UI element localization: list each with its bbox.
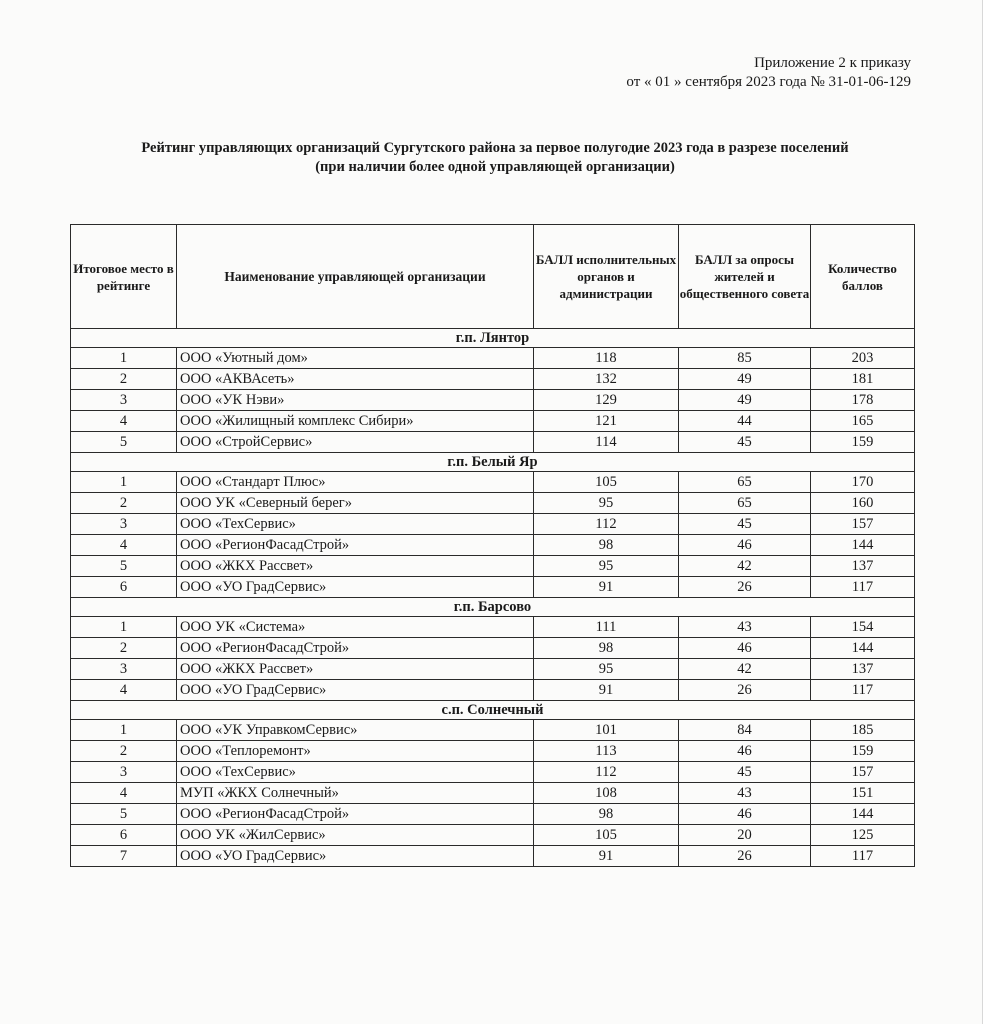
- cell-score-admin: 118: [534, 348, 679, 369]
- cell-total: 117: [811, 577, 915, 598]
- cell-score-survey: 49: [679, 369, 811, 390]
- cell-score-survey: 65: [679, 493, 811, 514]
- cell-score-survey: 65: [679, 472, 811, 493]
- cell-score-survey: 43: [679, 617, 811, 638]
- table-row: [71, 659, 915, 680]
- cell-score-admin: 95: [534, 556, 679, 577]
- settlement-name: г.п. Белый Яр: [71, 453, 915, 472]
- cell-total: 125: [811, 825, 915, 846]
- cell-score-survey: 44: [679, 411, 811, 432]
- cell-organization-name: ООО «УО ГрадСервис»: [177, 680, 534, 701]
- cell-organization-name: ООО «УО ГрадСервис»: [177, 577, 534, 598]
- table-row: [71, 432, 915, 453]
- cell-organization-name: ООО «Стандарт Плюс»: [177, 472, 534, 493]
- table-row: [71, 825, 915, 846]
- cell-total: 203: [811, 348, 915, 369]
- cell-score-admin: 132: [534, 369, 679, 390]
- cell-place: 3: [71, 390, 177, 411]
- cell-score-survey: 20: [679, 825, 811, 846]
- cell-organization-name: ООО «ЖКХ Рассвет»: [177, 659, 534, 680]
- table-row: [71, 617, 915, 638]
- cell-place: 1: [71, 472, 177, 493]
- cell-score-admin: 111: [534, 617, 679, 638]
- cell-score-survey: 46: [679, 741, 811, 762]
- cell-place: 6: [71, 825, 177, 846]
- cell-score-admin: 112: [534, 762, 679, 783]
- cell-organization-name: ООО УК «ЖилСервис»: [177, 825, 534, 846]
- cell-score-admin: 91: [534, 680, 679, 701]
- cell-place: 2: [71, 369, 177, 390]
- cell-score-survey: 46: [679, 638, 811, 659]
- cell-place: 3: [71, 514, 177, 535]
- table-row: [71, 369, 915, 390]
- cell-organization-name: ООО «УК УправкомСервис»: [177, 720, 534, 741]
- cell-place: 3: [71, 659, 177, 680]
- cell-place: 7: [71, 846, 177, 867]
- cell-organization-name: ООО «Жилищный комплекс Сибири»: [177, 411, 534, 432]
- cell-place: 5: [71, 432, 177, 453]
- table-row: [71, 535, 915, 556]
- cell-place: 4: [71, 680, 177, 701]
- cell-total: 157: [811, 514, 915, 535]
- cell-score-admin: 114: [534, 432, 679, 453]
- table-body: [71, 329, 915, 867]
- cell-score-admin: 95: [534, 659, 679, 680]
- cell-organization-name: ООО УК «Система»: [177, 617, 534, 638]
- settlement-group-row: [71, 598, 915, 617]
- cell-total: 144: [811, 535, 915, 556]
- cell-total: 144: [811, 638, 915, 659]
- cell-score-admin: 91: [534, 577, 679, 598]
- cell-total: 159: [811, 741, 915, 762]
- cell-organization-name: ООО «УО ГрадСервис»: [177, 846, 534, 867]
- cell-score-survey: 45: [679, 432, 811, 453]
- cell-place: 5: [71, 556, 177, 577]
- cell-organization-name: ООО «РегионФасадСтрой»: [177, 535, 534, 556]
- cell-organization-name: ООО «УК Нэви»: [177, 390, 534, 411]
- table-row: [71, 638, 915, 659]
- cell-score-survey: 84: [679, 720, 811, 741]
- cell-score-survey: 49: [679, 390, 811, 411]
- cell-score-admin: 108: [534, 783, 679, 804]
- cell-score-admin: 121: [534, 411, 679, 432]
- header-score-survey: БАЛЛ за опросы жителей и общественного совета: [679, 225, 811, 329]
- cell-score-admin: 113: [534, 741, 679, 762]
- cell-organization-name: ООО «АКВАсеть»: [177, 369, 534, 390]
- settlement-name: г.п. Барсово: [71, 598, 915, 617]
- cell-total: 117: [811, 846, 915, 867]
- cell-score-survey: 26: [679, 846, 811, 867]
- title-subline: (при наличии более одной управляющей организации): [315, 159, 675, 175]
- cell-score-survey: 45: [679, 762, 811, 783]
- cell-score-survey: 26: [679, 680, 811, 701]
- cell-place: 2: [71, 638, 177, 659]
- table-header-row: [71, 225, 915, 329]
- table-row: [71, 411, 915, 432]
- table-row: [71, 846, 915, 867]
- cell-organization-name: МУП «ЖКХ Солнечный»: [177, 783, 534, 804]
- cell-score-survey: 45: [679, 514, 811, 535]
- cell-organization-name: ООО «ТехСервис»: [177, 514, 534, 535]
- cell-score-survey: 46: [679, 804, 811, 825]
- cell-score-admin: 91: [534, 846, 679, 867]
- cell-place: 4: [71, 411, 177, 432]
- order-reference-line: от « 01 » сентября 2023 года № 31-01-06-129: [626, 74, 911, 90]
- cell-score-admin: 98: [534, 638, 679, 659]
- cell-organization-name: ООО УК «Северный берег»: [177, 493, 534, 514]
- table-row: [71, 720, 915, 741]
- settlement-group-row: [71, 329, 915, 348]
- cell-organization-name: ООО «РегионФасадСтрой»: [177, 804, 534, 825]
- cell-place: 4: [71, 535, 177, 556]
- cell-score-admin: 105: [534, 472, 679, 493]
- settlement-group-row: [71, 701, 915, 720]
- cell-place: 5: [71, 804, 177, 825]
- cell-total: 178: [811, 390, 915, 411]
- cell-organization-name: ООО «Теплоремонт»: [177, 741, 534, 762]
- cell-place: 2: [71, 741, 177, 762]
- table-row: [71, 783, 915, 804]
- cell-score-admin: 105: [534, 825, 679, 846]
- table-row: [71, 390, 915, 411]
- cell-score-survey: 46: [679, 535, 811, 556]
- cell-score-survey: 42: [679, 556, 811, 577]
- cell-total: 160: [811, 493, 915, 514]
- header-score-admin: БАЛЛ исполнительных органов и администрации: [534, 225, 679, 329]
- cell-organization-name: ООО «ТехСервис»: [177, 762, 534, 783]
- cell-score-survey: 26: [679, 577, 811, 598]
- table-row: [71, 680, 915, 701]
- settlement-name: с.п. Солнечный: [71, 701, 915, 720]
- cell-organization-name: ООО «СтройСервис»: [177, 432, 534, 453]
- cell-score-admin: 98: [534, 804, 679, 825]
- cell-score-admin: 112: [534, 514, 679, 535]
- rating-table: [70, 224, 915, 867]
- table-row: [71, 472, 915, 493]
- settlement-name: г.п. Лянтор: [71, 329, 915, 348]
- cell-score-admin: 129: [534, 390, 679, 411]
- cell-place: 6: [71, 577, 177, 598]
- cell-total: 159: [811, 432, 915, 453]
- cell-total: 151: [811, 783, 915, 804]
- table-row: [71, 741, 915, 762]
- header-place: Итоговое место в рейтинге: [71, 225, 177, 329]
- cell-place: 2: [71, 493, 177, 514]
- cell-place: 1: [71, 348, 177, 369]
- cell-total: 154: [811, 617, 915, 638]
- cell-total: 117: [811, 680, 915, 701]
- table-row: [71, 762, 915, 783]
- cell-total: 144: [811, 804, 915, 825]
- settlement-group-row: [71, 453, 915, 472]
- table-row: [71, 348, 915, 369]
- cell-total: 157: [811, 762, 915, 783]
- cell-organization-name: ООО «РегионФасадСтрой»: [177, 638, 534, 659]
- header-total: Количество баллов: [811, 225, 915, 329]
- cell-total: 170: [811, 472, 915, 493]
- appendix-reference: [626, 54, 911, 92]
- cell-total: 137: [811, 659, 915, 680]
- cell-score-survey: 43: [679, 783, 811, 804]
- cell-score-survey: 42: [679, 659, 811, 680]
- cell-score-admin: 95: [534, 493, 679, 514]
- header-organization-name: Наименование управляющей организации: [177, 225, 534, 329]
- cell-total: 137: [811, 556, 915, 577]
- cell-score-survey: 85: [679, 348, 811, 369]
- cell-organization-name: ООО «ЖКХ Рассвет»: [177, 556, 534, 577]
- cell-place: 1: [71, 617, 177, 638]
- table-row: [71, 556, 915, 577]
- cell-total: 181: [811, 369, 915, 390]
- cell-total: 185: [811, 720, 915, 741]
- cell-place: 1: [71, 720, 177, 741]
- appendix-line: Приложение 2 к приказу: [754, 55, 911, 71]
- table-row: [71, 804, 915, 825]
- table-row: [71, 514, 915, 535]
- table-row: [71, 493, 915, 514]
- cell-place: 3: [71, 762, 177, 783]
- title-line: Рейтинг управляющих организаций Сургутского района за первое полугодие 2023 года в разрезе поселений: [141, 140, 849, 156]
- cell-score-admin: 101: [534, 720, 679, 741]
- table-row: [71, 577, 915, 598]
- cell-place: 4: [71, 783, 177, 804]
- cell-total: 165: [811, 411, 915, 432]
- cell-organization-name: ООО «Уютный дом»: [177, 348, 534, 369]
- document-title: [60, 139, 930, 177]
- cell-score-admin: 98: [534, 535, 679, 556]
